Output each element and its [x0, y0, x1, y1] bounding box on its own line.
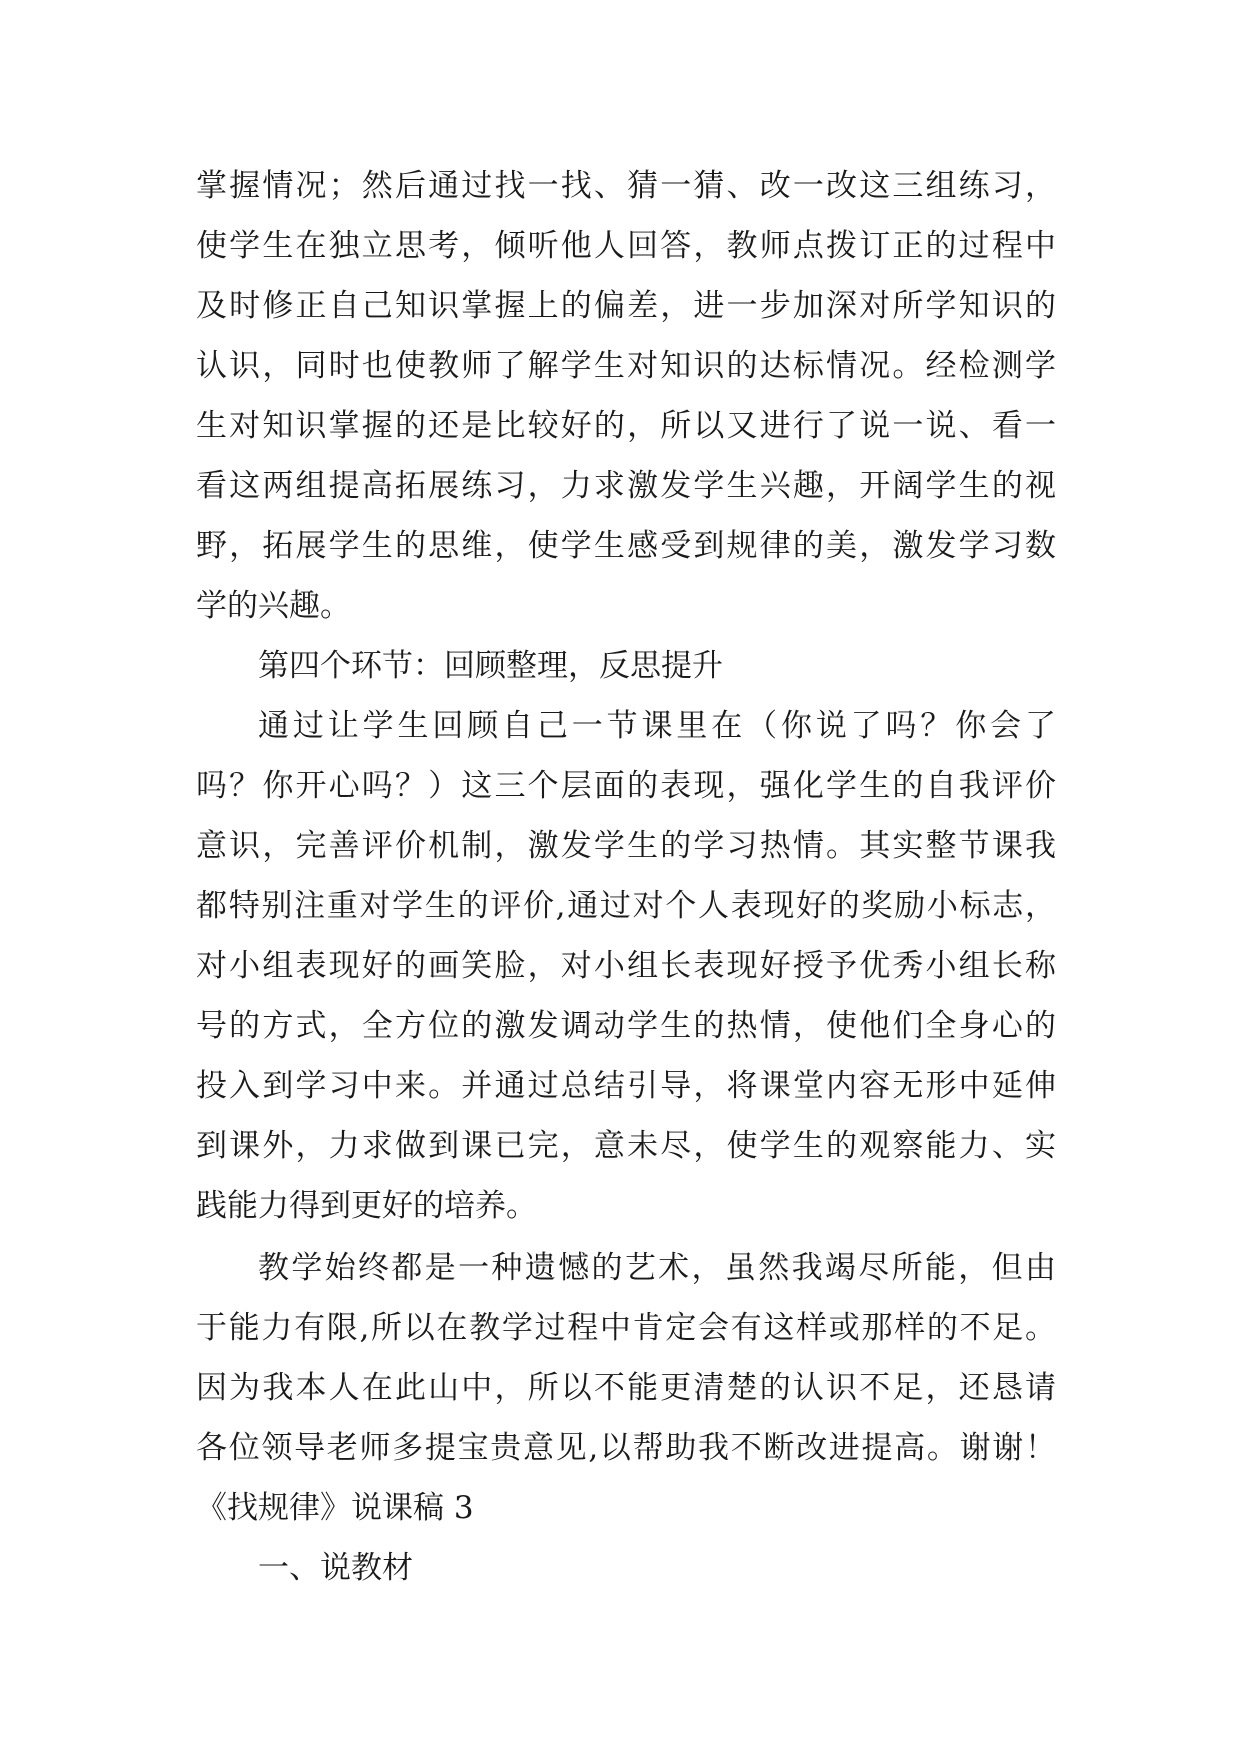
text-line: 意识，完善评价机制，激发学生的学习热情。其实整节课我: [196, 828, 1056, 864]
section-heading: 第四个环节：回顾整理，反思提升: [258, 648, 723, 684]
text-line: 野，拓展学生的思维，使学生感受到规律的美，激发学习数: [196, 528, 1056, 564]
text-line: 都特别注重对学生的评价,通过对个人表现好的奖励小标志，: [196, 888, 1056, 924]
section-heading: 一、说教材: [258, 1550, 413, 1586]
text-line: 看这两组提高拓展练习，力求激发学生兴趣，开阔学生的视: [196, 468, 1056, 504]
text-line: 掌握情况；然后通过找一找、猜一猜、改一改这三组练习，: [196, 168, 1056, 204]
text-line: 教学始终都是一种遗憾的艺术，虽然我竭尽所能，但由: [258, 1250, 1056, 1286]
text-line: 通过让学生回顾自己一节课里在（你说了吗？你会了: [258, 708, 1056, 744]
text-line: 学的兴趣。: [196, 588, 351, 624]
text-line: 于能力有限,所以在教学过程中肯定会有这样或那样的不足。: [196, 1310, 1056, 1346]
text-line: 投入到学习中来。并通过总结引导，将课堂内容无形中延伸: [196, 1068, 1056, 1104]
text-line: 使学生在独立思考，倾听他人回答，教师点拨订正的过程中: [196, 228, 1056, 264]
text-line: 各位领导老师多提宝贵意见,以帮助我不断改进提高。谢谢！: [196, 1430, 1056, 1466]
text-line: 对小组表现好的画笑脸，对小组长表现好授予优秀小组长称: [196, 948, 1056, 984]
text-line: 到课外，力求做到课已完，意未尽，使学生的观察能力、实: [196, 1128, 1056, 1164]
text-line: 吗？你开心吗？）这三个层面的表现，强化学生的自我评价: [196, 768, 1056, 804]
text-line: 践能力得到更好的培养。: [196, 1188, 537, 1224]
text-line: 因为我本人在此山中，所以不能更清楚的认识不足，还恳请: [196, 1370, 1056, 1406]
text-line: 认识，同时也使教师了解学生对知识的达标情况。经检测学: [196, 348, 1056, 384]
text-line: 及时修正自己知识掌握上的偏差，进一步加深对所学知识的: [196, 288, 1056, 324]
text-line: 生对知识掌握的还是比较好的，所以又进行了说一说、看一: [196, 408, 1056, 444]
document-title: 《找规律》说课稿 3: [196, 1490, 474, 1526]
text-line: 号的方式，全方位的激发调动学生的热情，使他们全身心的: [196, 1008, 1056, 1044]
